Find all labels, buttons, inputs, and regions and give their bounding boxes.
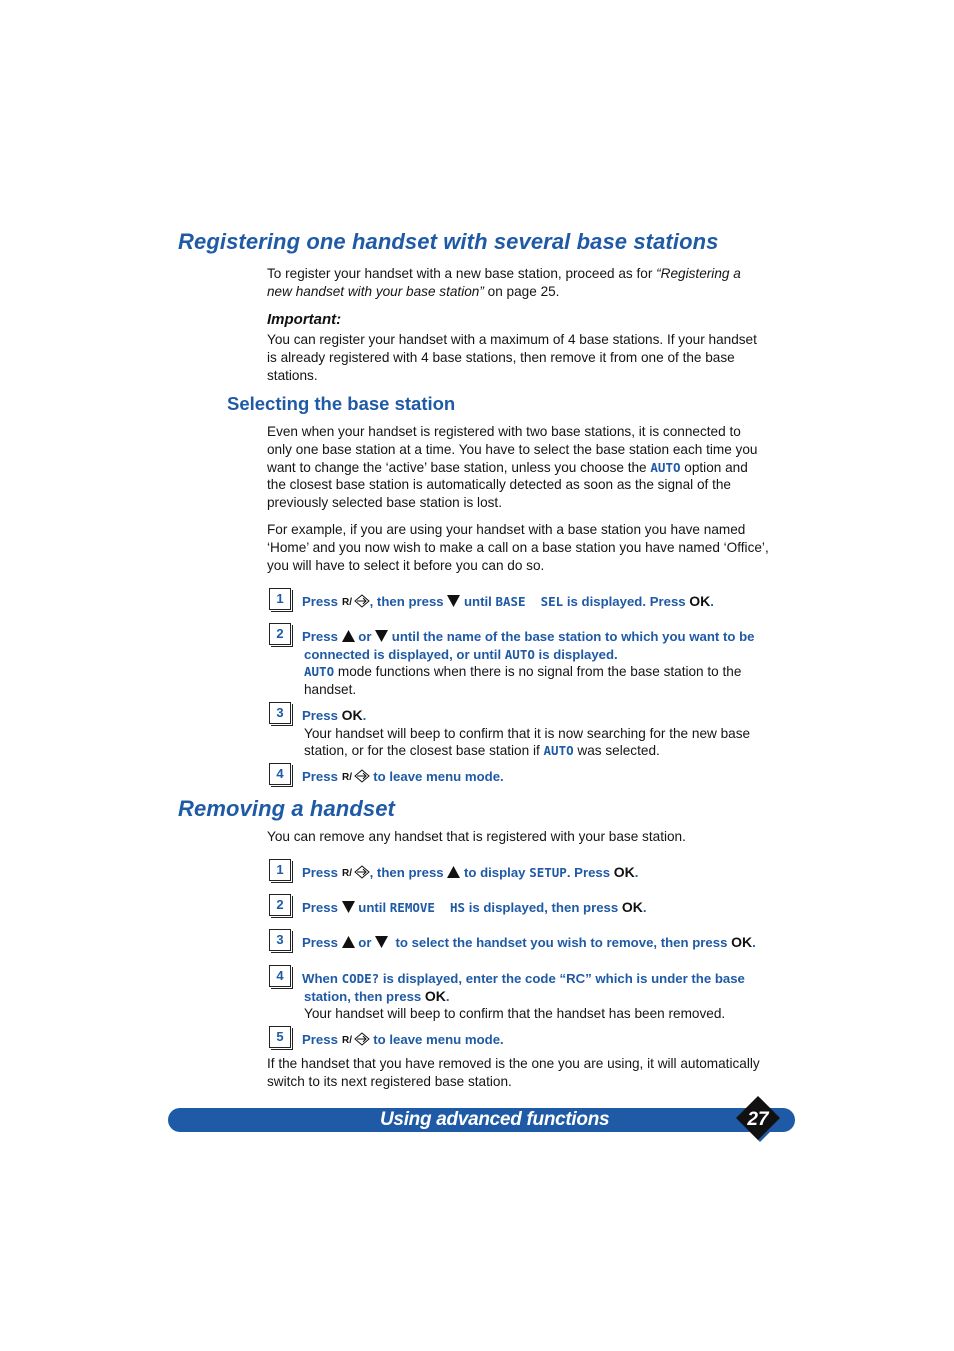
important-line: stations.: [267, 367, 318, 383]
step-text: .: [642, 900, 647, 915]
step-text: to leave menu mode.: [369, 769, 504, 784]
step-note: Your handset will beep to confirm that the handset has been removed.: [304, 1006, 726, 1021]
page-number-badge-icon: [736, 1094, 784, 1146]
section-title-selecting: Selecting the base station: [227, 393, 456, 414]
step-text: Press: [302, 708, 342, 723]
step-text: is displayed, then press: [465, 900, 622, 915]
step-text: to display: [460, 865, 530, 880]
step-text: Press: [302, 769, 342, 784]
triangle-down-icon: [375, 630, 388, 642]
step-number: 3: [269, 929, 291, 951]
step-number: 2: [269, 894, 291, 916]
selecting-step-2: [302, 628, 802, 699]
page-number: 27: [747, 1109, 769, 1130]
selecting-para-2: [267, 521, 797, 574]
step-text: connected is displayed, or until: [304, 646, 505, 662]
display-code: AUTO: [543, 743, 574, 759]
step-note: Your handset will beep to confirm that it is now searching for the new base: [304, 725, 751, 741]
step-text: Press: [302, 935, 342, 950]
selecting-step-3: [302, 707, 802, 760]
r-arrow-key-icon: [342, 865, 370, 879]
step-text: is displayed, enter the code “RC” which is under the base: [379, 971, 745, 986]
step-text: to select the handset you wish to remove, then press: [388, 935, 732, 950]
ok-key: OK: [424, 987, 446, 1004]
para-line: want to change the ‘active’ base station, unless you choose the: [267, 459, 651, 475]
step-text: .: [445, 988, 450, 1004]
important-line: is already registered with 4 base stations, then remove it from one of the base: [267, 349, 735, 365]
step-text: Press: [302, 1032, 342, 1047]
para-line: Even when your handset is registered with two base stations, it is connected to: [267, 424, 741, 439]
step-text: or: [354, 935, 376, 950]
triangle-down-icon: [447, 595, 460, 607]
step-number: 4: [269, 763, 291, 785]
step-note: handset.: [304, 681, 357, 697]
step-number: 1: [269, 588, 291, 610]
chapter-title: Using advanced functions: [380, 1109, 610, 1130]
triangle-up-icon: [342, 630, 355, 642]
ok-key: OK: [621, 899, 643, 915]
step-text: is displayed.: [534, 646, 618, 662]
removing-step-2: [302, 899, 812, 917]
removing-step-4: [302, 970, 812, 1023]
r-arrow-key-icon: [342, 769, 370, 783]
step-text: , then press: [369, 865, 448, 880]
para-line: only one base station at a time. You have to select the base station each time you: [267, 441, 758, 457]
section-title-removing: Removing a handset: [178, 796, 395, 821]
ok-key: OK: [613, 864, 635, 880]
step-number: 1: [269, 859, 291, 881]
step-number: 4: [269, 965, 291, 987]
step-note: mode functions when there is no signal from the base station to the: [334, 664, 742, 679]
para-line: switch to its next registered base station.: [267, 1073, 512, 1089]
step-text: Press: [302, 865, 342, 880]
display-code: SETUP: [529, 865, 567, 880]
step-number: 5: [269, 1026, 291, 1048]
important-text: [267, 331, 797, 384]
ok-key: OK: [689, 593, 711, 609]
step-text: until: [460, 594, 496, 609]
registering-intro: [267, 265, 797, 301]
selecting-step-4: [302, 768, 802, 786]
step-note: station, or for the closest base station if: [304, 743, 544, 759]
step-text: .: [710, 594, 714, 609]
para-line: option and: [680, 459, 748, 475]
step-text: .: [634, 865, 639, 880]
step-number: 3: [269, 702, 291, 724]
auto-code: AUTO: [650, 459, 681, 475]
step-text: until: [354, 900, 390, 915]
selecting-para-1: [267, 423, 797, 512]
step-text: . Press: [566, 865, 614, 880]
step-text: or: [354, 629, 376, 644]
display-code: AUTO: [304, 664, 335, 679]
r-arrow-key-icon: [342, 594, 370, 608]
step-text: Press: [302, 594, 342, 609]
selecting-step-1: [302, 593, 802, 611]
triangle-up-icon: [447, 866, 460, 878]
step-text: station, then press: [304, 988, 425, 1004]
ok-key: OK: [341, 707, 363, 723]
removing-step-5: [302, 1031, 812, 1049]
removing-step-3: [302, 934, 822, 952]
removing-step-1: [302, 864, 812, 882]
step-text: , then press: [369, 594, 448, 609]
display-code: BASE SEL: [495, 594, 564, 609]
step-text: .: [752, 935, 756, 950]
triangle-down-icon: [375, 936, 388, 948]
removing-intro: You can remove any handset that is registered with your base station.: [267, 829, 686, 844]
step-text: .: [362, 708, 367, 723]
display-code: AUTO: [504, 646, 535, 662]
para-line: If the handset that you have removed is the one you are using, it will automatically: [267, 1056, 760, 1071]
step-note: was selected.: [573, 743, 660, 759]
r-arrow-key-icon: [342, 1032, 370, 1046]
triangle-down-icon: [342, 901, 355, 913]
para-line: For example, if you are using your handset with a base station you have named: [267, 522, 746, 537]
intro-text: To register your handset with a new base station, proceed as for: [267, 266, 657, 281]
step-text: until the name of the base station to which you want to be: [388, 629, 755, 644]
step-text: Press: [302, 629, 342, 644]
para-line: the closest base station is automatically detected as soon as the signal of the: [267, 477, 731, 493]
para-line: ‘Home’ and you now wish to make a call on a base station you have named ‘Office’,: [267, 539, 769, 555]
step-number: 2: [269, 623, 291, 645]
intro-italic-2: new handset with your base station”: [267, 283, 484, 299]
display-code: REMOVE HS: [389, 900, 466, 915]
display-code: CODE?: [341, 971, 380, 986]
step-text: Press: [302, 900, 342, 915]
intro-page-ref: on page 25.: [483, 283, 560, 299]
para-line: previously selected base station is lost.: [267, 495, 502, 511]
step-text: to leave menu mode.: [369, 1032, 504, 1047]
intro-italic-1: “Registering a: [656, 266, 741, 281]
important-line: You can register your handset with a maximum of 4 base stations. If your handset: [267, 332, 757, 347]
important-label: Important:: [267, 311, 342, 328]
step-text: When: [302, 971, 342, 986]
ok-key: OK: [731, 934, 753, 950]
para-line: you will have to select it before you can do so.: [267, 557, 545, 573]
removing-closing: [267, 1055, 797, 1091]
section-title-registering: Registering one handset with several base stations: [178, 229, 719, 254]
step-text: is displayed. Press: [563, 594, 690, 609]
triangle-up-icon: [342, 936, 355, 948]
